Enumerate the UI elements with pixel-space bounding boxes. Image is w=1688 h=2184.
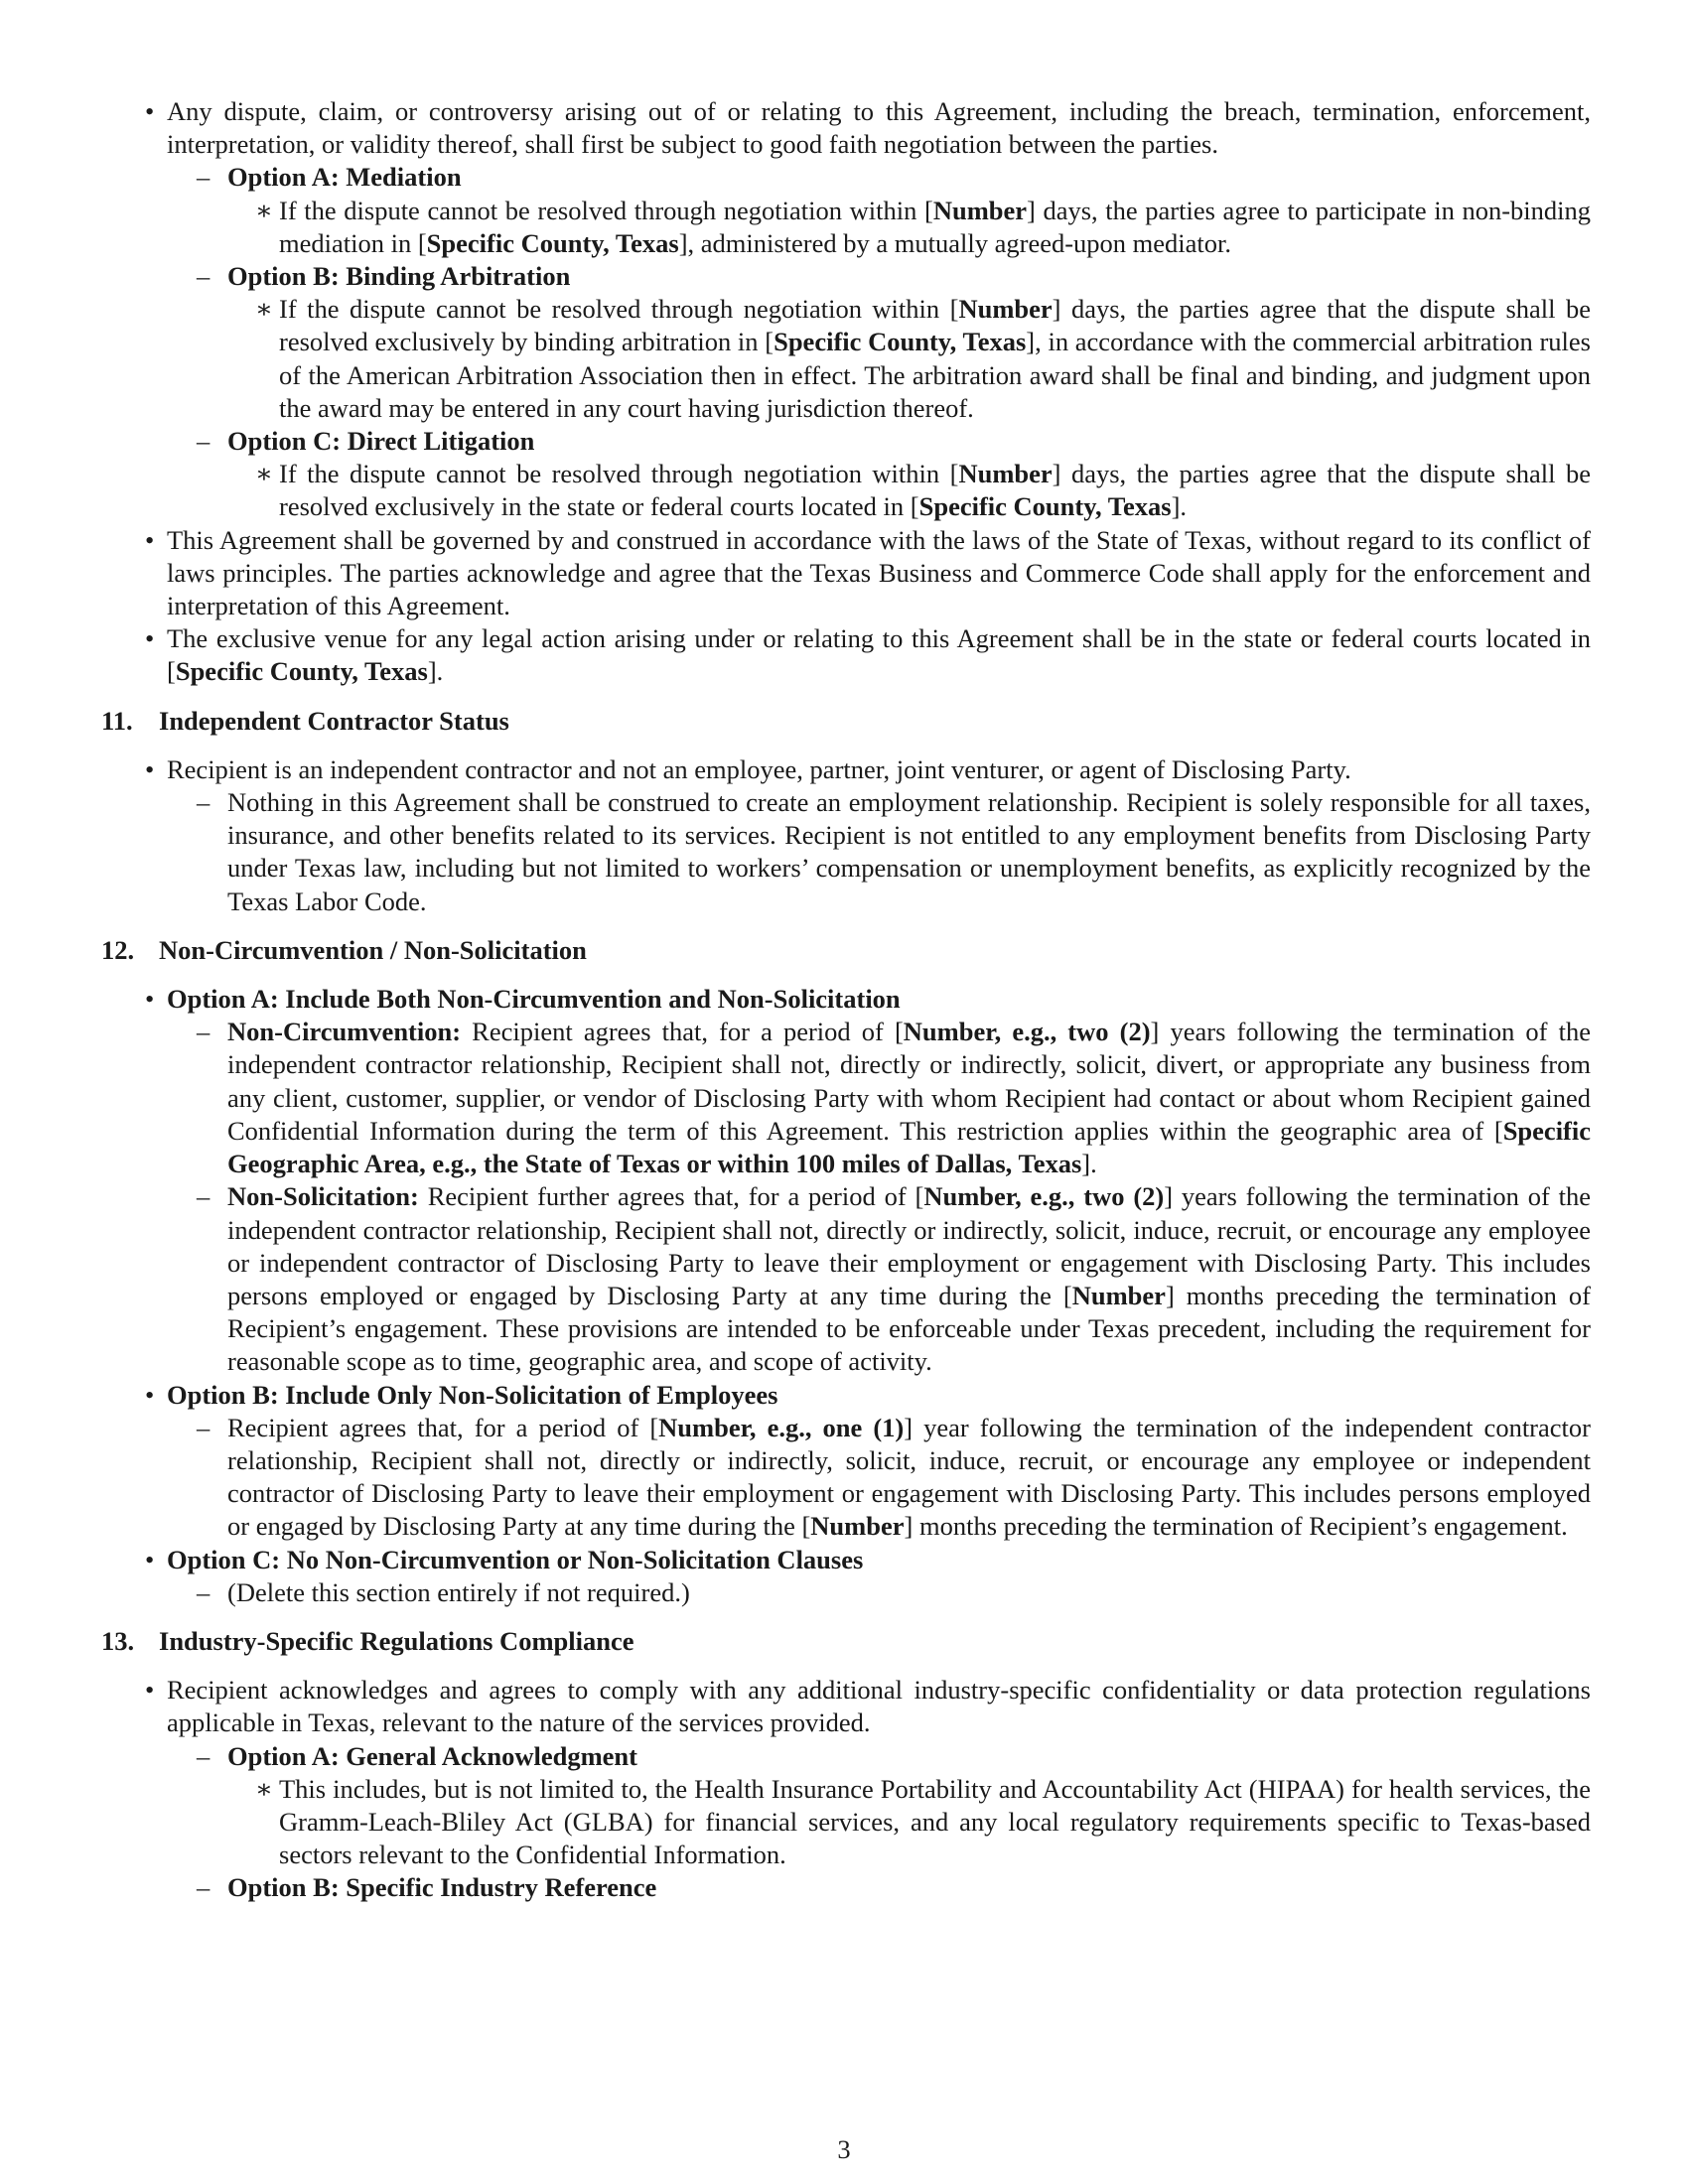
- document-page: [101, 95, 1591, 1905]
- text-run: Recipient acknowledges and agrees to comply with any additional industry-specific confidentiality or data protection regulations applicable in Texas, relevant to the nature of the services provided.: [167, 1675, 1591, 1738]
- option-a-sublist: [227, 195, 1591, 260]
- placeholder: Number: [958, 459, 1053, 489]
- option-heading: Option A: General Acknowledgment: [227, 1740, 637, 1771]
- text-run: If the dispute cannot be resolved through negotiation within [: [279, 294, 959, 325]
- placeholder: Specific Geographic Area, e.g., the State of Texas or within 100 miles of Dallas, Texas: [227, 1115, 1591, 1179]
- text-run: ] years following the termination of the independent contractor relationship, Recipient shall not, directly or indirectly, solicit, divert, or appropriate any business from any client, customer, supplier, or vendor of Disclosing Party with whom Recipient had contact or about whom Recipient gained Confidential Information during the term of this Agreement. This restriction applies within the geographic area of [: [227, 1017, 1591, 1146]
- section-title: Non-Circumvention / Non-Solicitation: [159, 934, 587, 965]
- text-run: ].: [427, 656, 444, 687]
- list-item: [147, 983, 1591, 1378]
- list-item: [147, 524, 1591, 623]
- placeholder: Specific County, Texas: [918, 491, 1172, 522]
- section-13-sublist: [167, 1740, 1591, 1905]
- section-13-list: [147, 1674, 1591, 1904]
- placeholder: Specific County, Texas: [774, 327, 1027, 357]
- list-item: [167, 425, 1591, 524]
- section-12-heading: [101, 934, 1591, 967]
- list-item: [167, 260, 1591, 425]
- text-run: Recipient agrees that, for a period of [: [461, 1017, 904, 1047]
- option-heading: Option C: Direct Litigation: [227, 426, 535, 457]
- placeholder: Specific County, Texas: [426, 227, 679, 258]
- section-number: 12.: [101, 934, 135, 965]
- list-item: [167, 161, 1591, 260]
- text-run: This includes, but is not limited to, the Health Insurance Portability and Accountability Act (HIPAA) for health services, the Gramm-Leach-Bliley Act (GLBA) for financial services, and any local regulatory requirements specific to Texas-based sectors relevant to the Confidential Information.: [279, 1773, 1591, 1870]
- list-item: [147, 622, 1591, 688]
- list-item: [147, 95, 1591, 524]
- option-heading: Option A: Include Both Non-Circumvention and Non-Solicitation: [167, 984, 901, 1015]
- section-10-list: [147, 95, 1591, 689]
- placeholder: Number: [958, 294, 1053, 325]
- list-item: [227, 1773, 1591, 1872]
- list-item: [147, 753, 1591, 918]
- option-heading: Option B: Include Only Non-Solicitation of Employees: [167, 1379, 778, 1410]
- option-b-sublist: [167, 1412, 1591, 1544]
- placeholder: Specific County, Texas: [175, 656, 428, 687]
- text-run: (Delete this section entirely if not required.): [227, 1576, 690, 1607]
- section-11-sublist: [167, 786, 1591, 918]
- placeholder: Number, e.g., two (2): [903, 1017, 1151, 1047]
- dispute-negotiation-text: Any dispute, claim, or controversy arising out of or relating to this Agreement, including the breach, termination, enforcement, interpretation, or validity thereof, shall first be subject to good faith negotiation between the parties.: [167, 96, 1591, 160]
- list-item: [147, 1674, 1591, 1904]
- text-run: ].: [1081, 1149, 1097, 1179]
- text-run: If the dispute cannot be resolved through negotiation within [: [279, 459, 959, 489]
- text-run: ] year following the termination of the independent contractor relationship, Recipient shall not, directly or indirectly, solicit, induce, recruit, or encourage any employee or independent contractor of Disclosing Party to leave their employment or engagement with Disclosing Party. This includes persons employed or engaged by Disclosing Party at any time during the [: [227, 1412, 1591, 1542]
- text-run: The exclusive venue for any legal action arising under or relating to this Agreement shall be in the state or federal courts located in [: [167, 623, 1591, 687]
- option-heading: Option B: Binding Arbitration: [227, 261, 571, 292]
- text-run: ].: [1171, 491, 1188, 522]
- page-number: 3: [837, 2134, 851, 2164]
- list-item: [227, 293, 1591, 425]
- governing-law-text: This Agreement shall be governed by and construed in accordance with the laws of the State of Texas, without regard to its conflict of laws principles. The parties acknowledge and agree that the Texas Business and Commerce Code shall apply for the enforcement and interpretation of this Agreement.: [167, 524, 1591, 621]
- option-heading: Option A: Mediation: [227, 162, 462, 193]
- section-title: Independent Contractor Status: [159, 705, 509, 736]
- list-item: [167, 1871, 1591, 1904]
- option-c-sublist: [167, 1576, 1591, 1609]
- clause-label: Non-Circumvention:: [227, 1017, 462, 1047]
- section-11-list: [147, 753, 1591, 918]
- option-a-sublist: [167, 1016, 1591, 1378]
- text-run: ], in accordance with the commercial arbitration rules of the American Arbitration Association then in effect. The arbitration award shall be final and binding, and judgment upon the award may be entered in any court having jurisdiction thereof.: [279, 327, 1591, 423]
- placeholder: Number, e.g., two (2): [923, 1181, 1165, 1212]
- placeholder: Number, e.g., one (1): [658, 1412, 905, 1442]
- text-run: ] days, the parties agree that the dispute shall be resolved exclusively by binding arbitration in [: [279, 294, 1591, 357]
- option-heading: Option C: No Non-Circumvention or Non-Solicitation Clauses: [167, 1544, 864, 1574]
- text-run: ] months preceding the termination of Recipient’s engagement. These provisions are intended to be enforceable under Texas precedent, including the requirement for reasonable scope as to time, geographic area, and scope of activity.: [227, 1280, 1591, 1377]
- section-13-heading: [101, 1625, 1591, 1658]
- text-run: ] months preceding the termination of Recipient’s engagement.: [904, 1511, 1568, 1542]
- text-run: If the dispute cannot be resolved through negotiation within [: [279, 195, 933, 225]
- option-a-sublist: [227, 1773, 1591, 1872]
- section-11-heading: [101, 705, 1591, 738]
- placeholder: Number: [1071, 1280, 1166, 1310]
- list-item: [167, 1016, 1591, 1180]
- text-run: Recipient further agrees that, for a period of [: [418, 1181, 924, 1212]
- option-c-sublist: [227, 458, 1591, 523]
- text-run: Recipient is an independent contractor and not an employee, partner, joint venturer, or agent of Disclosing Party.: [167, 753, 1351, 784]
- list-item: [227, 458, 1591, 523]
- text-run: ] days, the parties agree that the dispute shall be resolved exclusively in the state or federal courts located in [: [279, 459, 1591, 522]
- list-item: [147, 1544, 1591, 1609]
- clause-label: Non-Solicitation:: [227, 1181, 419, 1212]
- list-item: [147, 1379, 1591, 1544]
- list-item: [167, 1412, 1591, 1544]
- list-item: [167, 786, 1591, 918]
- list-item: [227, 195, 1591, 260]
- section-number: 11.: [101, 705, 133, 736]
- text-run: ], administered by a mutually agreed-upon mediator.: [678, 227, 1232, 258]
- section-title: Industry-Specific Regulations Compliance: [159, 1625, 634, 1656]
- list-item: [167, 1576, 1591, 1609]
- text-run: Recipient agrees that, for a period of [: [227, 1412, 659, 1442]
- dispute-options-list: [167, 161, 1591, 523]
- placeholder: Number: [810, 1511, 905, 1542]
- text-run: Nothing in this Agreement shall be construed to create an employment relationship. Recipient is solely responsible for all taxes, insurance, and other benefits related to its services. Recipient is not entitled to any employment benefits from Disclosing Party under Texas law, including but not limited to workers’ compensation or unemployment benefits, as explicitly recognized by the Texas Labor Code.: [227, 787, 1591, 916]
- list-item: [167, 1740, 1591, 1872]
- option-b-sublist: [227, 293, 1591, 425]
- text-run: ] years following the termination of the independent contractor relationship, Recipient shall not, directly or indirectly, solicit, induce, recruit, or encourage any employee or independent contractor of Disclosing Party to leave their employment or engagement with Disclosing Party. This includes persons employed or engaged by Disclosing Party at any time during the [: [227, 1181, 1591, 1310]
- section-12-list: [147, 983, 1591, 1609]
- option-heading: Option B: Specific Industry Reference: [227, 1872, 657, 1903]
- section-number: 13.: [101, 1625, 135, 1656]
- placeholder: Number: [932, 195, 1028, 225]
- list-item: [167, 1180, 1591, 1378]
- text-run: ] days, the parties agree to participate in non-binding mediation in [: [279, 195, 1591, 258]
